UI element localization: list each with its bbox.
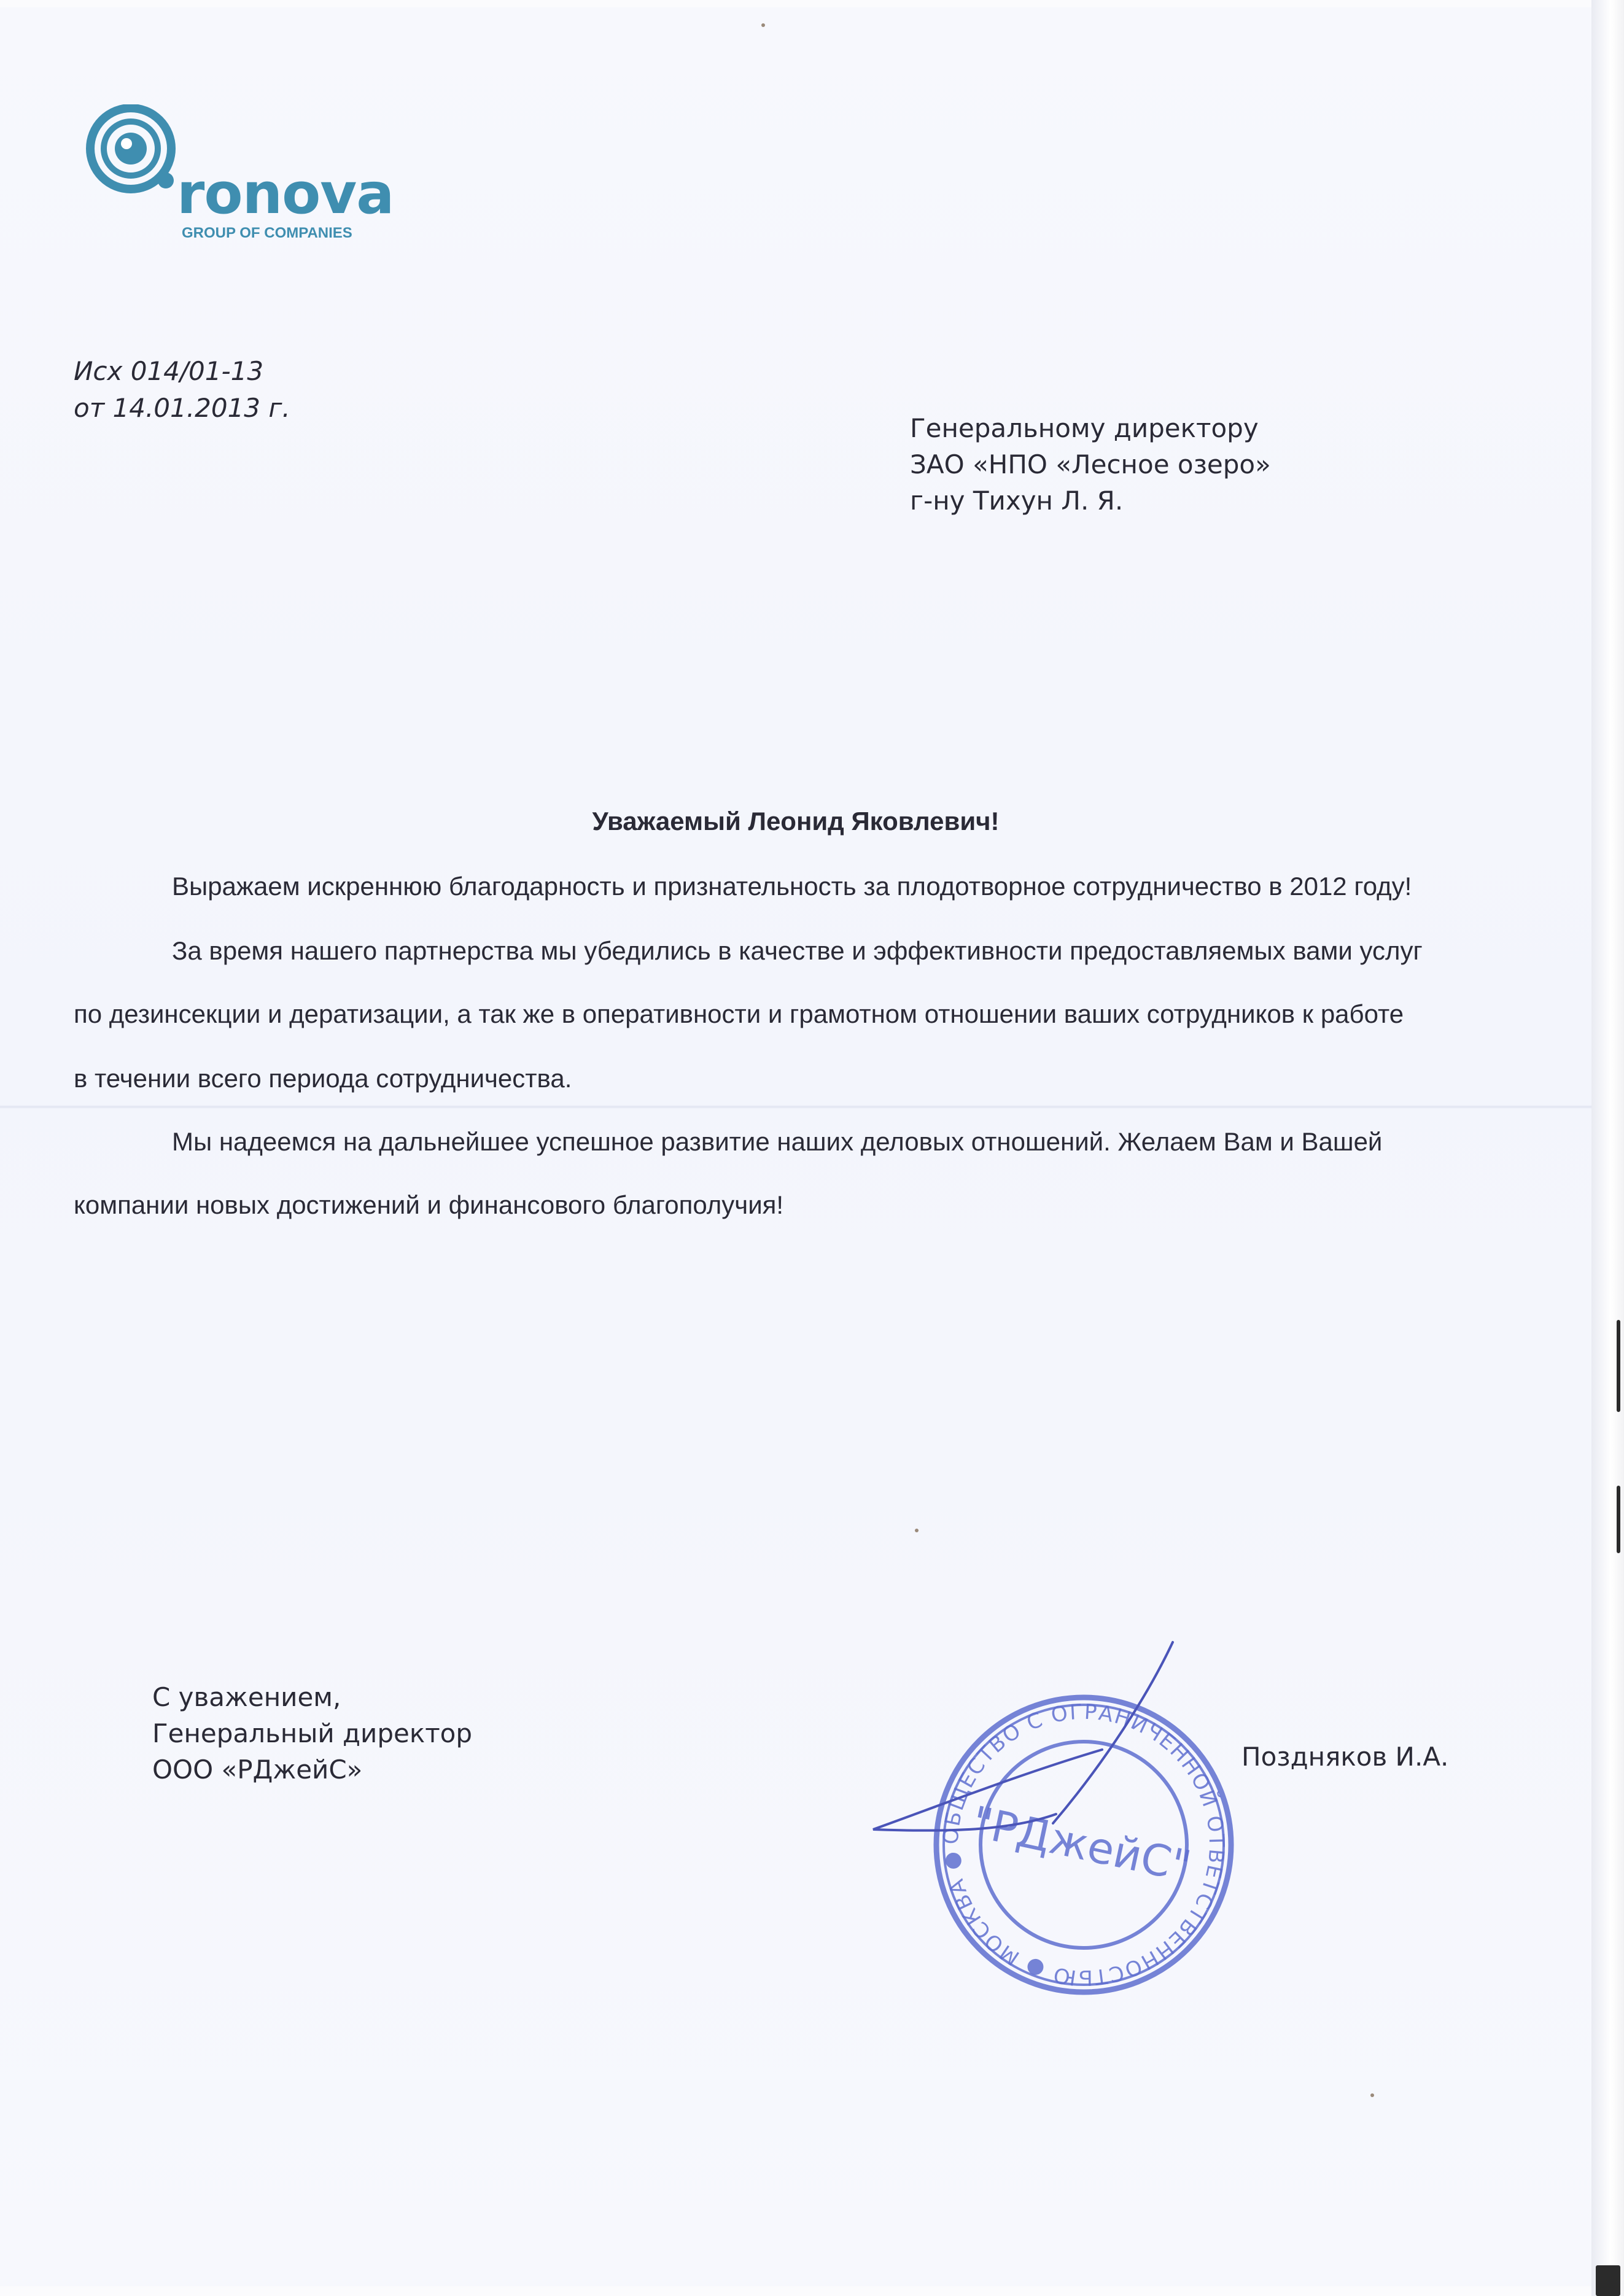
closing-position: Генеральный директор <box>152 1718 473 1748</box>
closing-company: ООО «РДжейС» <box>152 1755 363 1785</box>
body-line: по дезинсекции и дератизации, а так же в оперативности и грамотном отношении ваших сотрудников к работе <box>74 999 1404 1028</box>
edge-mark <box>1596 2265 1620 2296</box>
edge-mark <box>1617 1320 1620 1412</box>
body-line: Мы надеемся на дальнейшее успешное развитие наших деловых отношений. Желаем Вам и Вашей <box>172 1127 1383 1156</box>
signer-name: Поздняков И.А. <box>1241 1742 1449 1772</box>
speck <box>761 23 765 27</box>
addressee-company: ЗАО «НПО «Лесное озеро» <box>910 449 1271 479</box>
body-line: Выражаем искреннюю благодарность и признательность за плодотворное сотрудничество в 2012 году! <box>172 872 1412 901</box>
speck <box>915 1529 919 1532</box>
closing-regards: С уважением, <box>152 1682 341 1712</box>
logo-subtitle: GROUP OF COMPANIES <box>182 225 352 241</box>
stamp-center-text: "РДжейС" <box>967 1796 1195 1892</box>
company-logo <box>85 104 394 246</box>
scan-edge <box>1591 0 1624 2296</box>
addressee-name: г-ну Тихун Л. Я. <box>910 486 1124 516</box>
body-line: За время нашего партнерства мы убедились в качестве и эффективности предоставляемых вами услуг <box>172 936 1423 965</box>
logo-wordmark: ronova <box>177 161 394 227</box>
edge-mark <box>1617 1486 1620 1553</box>
reference-number: Исх 014/01-13 <box>74 356 264 386</box>
company-stamp <box>860 1627 1259 2044</box>
salutation: Уважаемый Леонид Яковлевич! <box>592 807 1000 836</box>
paper-fold <box>0 1105 1591 1109</box>
speck <box>1370 2093 1374 2097</box>
stamp-ring-text: ОБЩЕСТВО С ОГРАНИЧЕННОЙ ОТВЕТСТВЕННОСТЬЮ ● МОСКВА ● <box>938 1699 1229 1990</box>
addressee-position: Генеральному директору <box>910 413 1259 443</box>
reference-date: от 14.01.2013 г. <box>74 393 290 423</box>
logo-rings-icon <box>85 104 183 203</box>
closing-block <box>152 1679 472 1788</box>
body-line: компании новых достижений и финансового благополучия! <box>74 1190 784 1219</box>
addressee-block <box>910 410 1271 519</box>
outgoing-reference <box>74 353 290 427</box>
body-line: в течении всего периода сотрудничества. <box>74 1064 572 1093</box>
